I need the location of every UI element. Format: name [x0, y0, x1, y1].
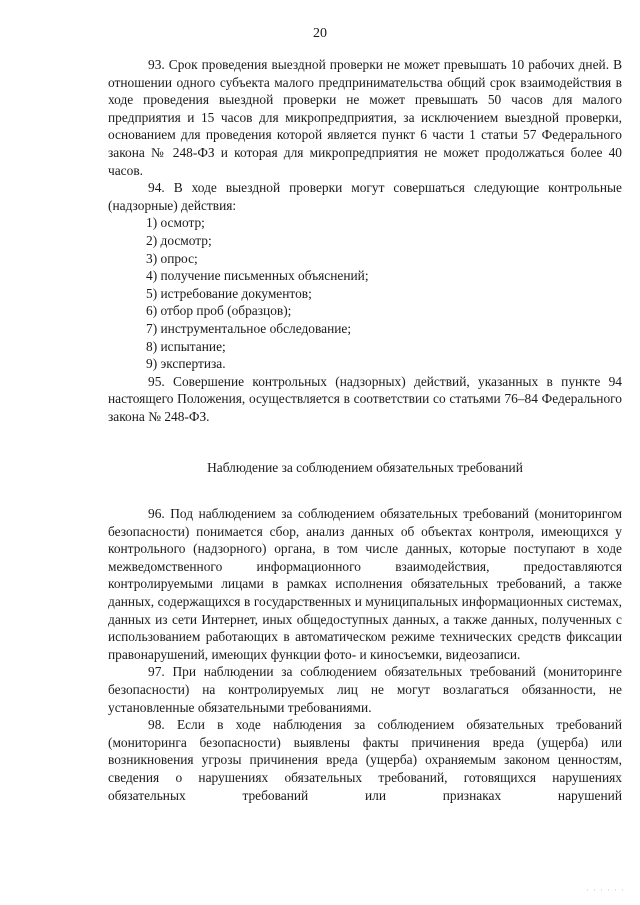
paragraph-97: 97. При наблюдении за соблюдением обязательных требований (мониторинге безопасности) на контролируемых лиц не могут возлагаться обязанности, не установленные обязательными требованиями. [108, 664, 622, 715]
list-item: 1) осмотр; [146, 215, 205, 231]
list-item: 7) инструментальное обследование; [146, 320, 352, 336]
list-item: 6) отбор проб (образцов); [146, 303, 292, 319]
list-item: 2) досмотр; [146, 232, 212, 248]
paragraph-93: 93. Срок проведения выездной проверки не может превышать 10 рабочих дней. В отношении одного субъекта малого предпринимательства общий срок взаимодействия в ходе проведения выездной проверки не может превышать 50 часов для малого предприятия и 15 часов для микропредприятия, за исключением выездной проверки, основанием для проведения которой является пункт 6 части 1 статьи 57 Федерального закона № 248-ФЗ и которая для микропредприятия не может продолжаться более 40 часов. [108, 57, 622, 178]
scan-artifact: · · · · · · [586, 886, 625, 895]
list-item: 3) опрос; [146, 250, 198, 266]
section-heading: Наблюдение за соблюдением обязательных требований [207, 460, 523, 476]
list-item: 4) получение письменных объяснений; [146, 268, 369, 284]
list-item: 8) испытание; [146, 338, 226, 354]
list-item: 9) экспертиза. [146, 356, 226, 372]
paragraph-95: 95. Совершение контрольных (надзорных) действий, указанных в пункте 94 настоящего Положения, осуществляется в соответствии со статьями 76–84 Федерального закона № 248-ФЗ. [108, 373, 622, 424]
page-body [108, 56, 622, 804]
paragraph-94: 94. В ходе выездной проверки могут совершаться следующие контрольные (надзорные) действия: [108, 180, 622, 213]
paragraph-98: 98. Если в ходе наблюдения за соблюдением обязательных требований (мониторинга безопасности) выявлены факты причинения вреда (ущерба) или возникновения угрозы причинения вреда (ущерба) охраняемым законом ценностям, сведения о нарушениях обязательных требований, готовящихся нарушениях обязательных требований или признаках нарушений [108, 717, 622, 803]
paragraph-96: 96. Под наблюдением за соблюдением обязательных требований (мониторингом безопасности) понимается сбор, анализ данных об объектах контроля, имеющихся у контрольного (надзорного) органа, в том числе данных, которые поступают в ходе межведомственного информационного взаимодействия, предоставляются контролируемыми лицами в рамках исполнения обязательных требований, а также данных, содержащихся в государственных и муниципальных информационных системах, данных из сети Интернет, иных общедоступных данных, а также данных, полученных с использованием работающих в автоматическом режиме технических средств фиксации правонарушений, имеющих функции фото- и киносъемки, видеозаписи. [108, 506, 622, 662]
list-item: 5) истребование документов; [146, 285, 312, 301]
page-number: 20 [313, 26, 327, 41]
control-actions-list [108, 214, 622, 372]
